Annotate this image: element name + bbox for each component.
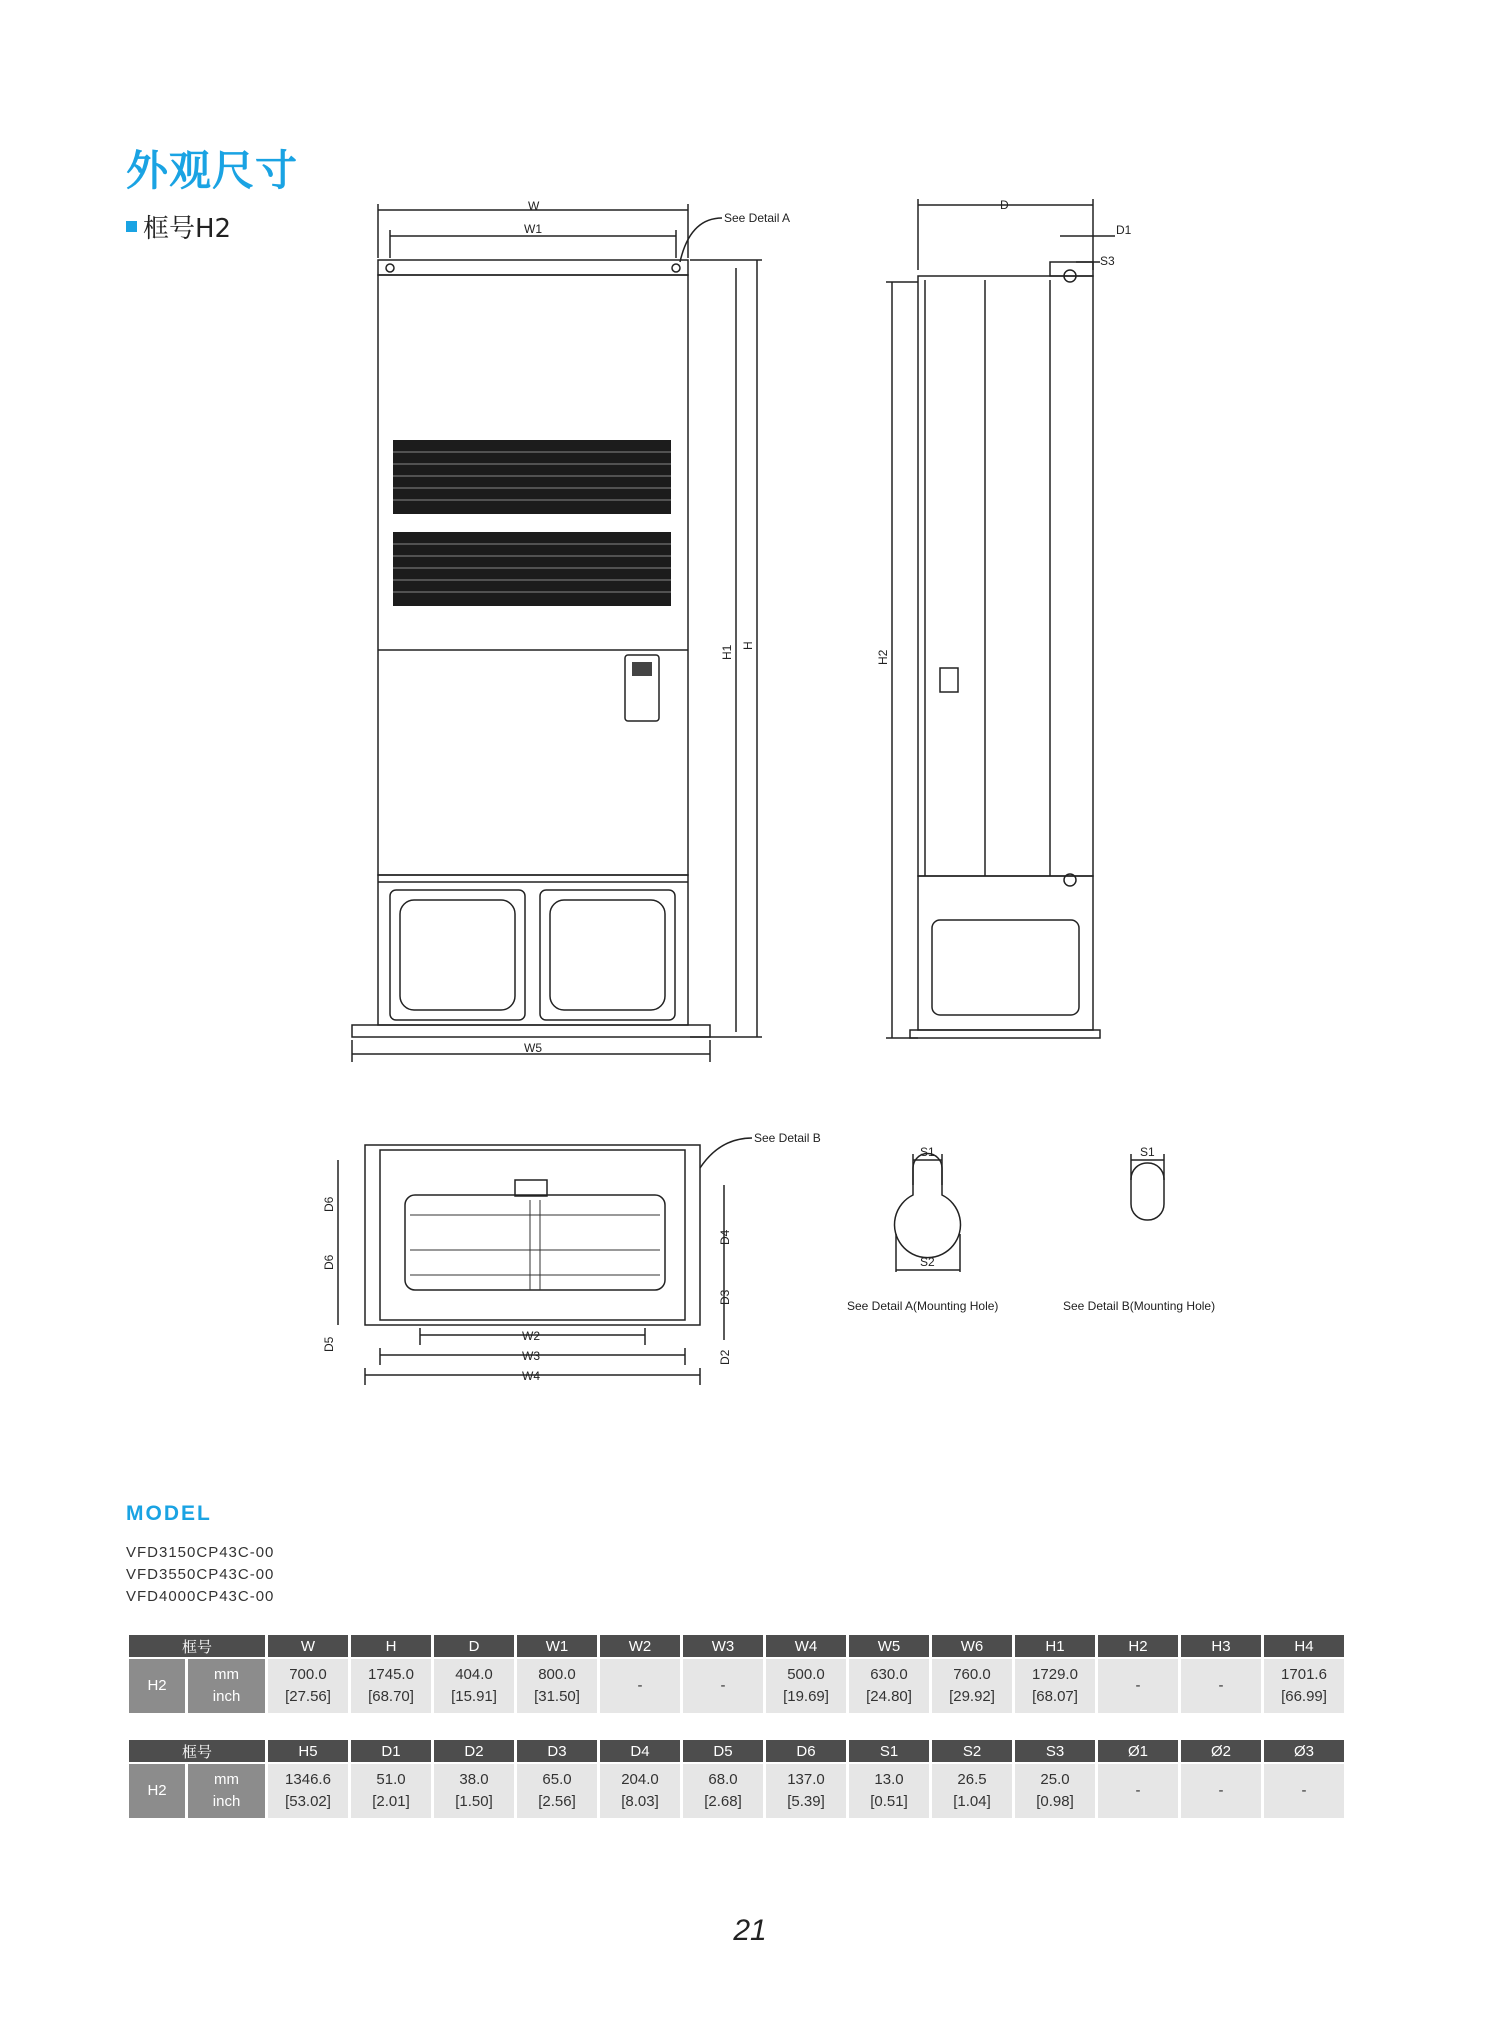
label-s1-a: S1 [920, 1145, 935, 1159]
table-corner: 框号 [129, 1635, 265, 1657]
column-header: D3 [517, 1740, 597, 1762]
column-header: D6 [766, 1740, 846, 1762]
value-cell: 1745.0 [68.70] [351, 1659, 431, 1713]
label-w3: W3 [522, 1349, 540, 1363]
detail-b [1063, 1145, 1215, 1313]
value-cell: 800.0 [31.50] [517, 1659, 597, 1713]
label-s1-b: S1 [1140, 1145, 1155, 1159]
label-w1: W1 [524, 222, 542, 236]
value-cell: - [683, 1659, 763, 1713]
value-cell: - [1181, 1659, 1261, 1713]
value-cell: - [600, 1659, 680, 1713]
column-header: S2 [932, 1740, 1012, 1762]
column-header: W5 [849, 1635, 929, 1657]
value-cell: 65.0 [2.56] [517, 1764, 597, 1818]
column-header: Ø3 [1264, 1740, 1344, 1762]
value-cell: - [1181, 1764, 1261, 1818]
column-header: H [351, 1635, 431, 1657]
model-item: VFD3150CP43C-00 [126, 1544, 275, 1561]
value-cell: - [1098, 1659, 1178, 1713]
bottom-view [322, 1131, 821, 1385]
model-item: VFD3550CP43C-00 [126, 1566, 275, 1583]
column-header: H4 [1264, 1635, 1344, 1657]
label-d1: D1 [1116, 223, 1132, 237]
column-header: D1 [351, 1740, 431, 1762]
unit-cell [188, 1659, 265, 1713]
unit-mm: mm [214, 1771, 240, 1788]
value-cell: 630.0 [24.80] [849, 1659, 929, 1713]
column-header: D2 [434, 1740, 514, 1762]
table-row [129, 1659, 1344, 1713]
column-header: H3 [1181, 1635, 1261, 1657]
label-detail-a: See Detail A [724, 211, 791, 225]
value-cell: 26.5 [1.04] [932, 1764, 1012, 1818]
page-title: 外观尺寸 [126, 146, 299, 195]
column-header: S3 [1015, 1740, 1095, 1762]
label-d5: D5 [322, 1336, 336, 1352]
value-cell: 68.0 [2.68] [683, 1764, 763, 1818]
label-s3: S3 [1100, 254, 1115, 268]
column-header: Ø1 [1098, 1740, 1178, 1762]
value-cell: 760.0 [29.92] [932, 1659, 1012, 1713]
label-d3: D3 [718, 1289, 732, 1305]
column-header: H1 [1015, 1635, 1095, 1657]
value-cell: 25.0 [0.98] [1015, 1764, 1095, 1818]
frame-cell: H2 [129, 1659, 185, 1713]
label-w5: W5 [524, 1041, 542, 1055]
column-header: W2 [600, 1635, 680, 1657]
value-cell: 51.0 [2.01] [351, 1764, 431, 1818]
column-header: S1 [849, 1740, 929, 1762]
vent-lower [393, 532, 671, 606]
value-cell: 38.0 [1.50] [434, 1764, 514, 1818]
page-number: 21 [733, 1914, 767, 1947]
label-w4: W4 [522, 1369, 540, 1383]
value-cell: 137.0 [5.39] [766, 1764, 846, 1818]
unit-inch: inch [212, 1688, 241, 1705]
frame-label-text: 框号H2 [143, 214, 232, 244]
column-header: H2 [1098, 1635, 1178, 1657]
label-detail-b: See Detail B [754, 1131, 821, 1145]
value-cell: 1701.6 [66.99] [1264, 1659, 1344, 1713]
value-cell: 700.0 [27.56] [268, 1659, 348, 1713]
value-cell: 404.0 [15.91] [434, 1659, 514, 1713]
column-header: W1 [517, 1635, 597, 1657]
label-h: H [741, 641, 755, 650]
column-header: W4 [766, 1635, 846, 1657]
column-header: D5 [683, 1740, 763, 1762]
frame-cell: H2 [129, 1764, 185, 1818]
value-cell: 1729.0 [68.07] [1015, 1659, 1095, 1713]
unit-mm: mm [214, 1666, 240, 1683]
caption-detail-a: See Detail A(Mounting Hole) [847, 1299, 999, 1313]
value-cell: 500.0 [19.69] [766, 1659, 846, 1713]
vent-upper [393, 440, 671, 514]
value-cell: 204.0 [8.03] [600, 1764, 680, 1818]
table-header-row [129, 1635, 1344, 1657]
value-cell: 1346.6 [53.02] [268, 1764, 348, 1818]
label-w2: W2 [522, 1329, 540, 1343]
label-d: D [1000, 198, 1009, 212]
column-header: D [434, 1635, 514, 1657]
column-header: H5 [268, 1740, 348, 1762]
front-view [352, 199, 790, 1062]
detail-a [847, 1145, 998, 1313]
dimension-table-2 [126, 1738, 1347, 1820]
label-h1: H1 [720, 644, 734, 660]
value-cell: 13.0 [0.51] [849, 1764, 929, 1818]
model-item: VFD4000CP43C-00 [126, 1588, 275, 1605]
value-cell: - [1264, 1764, 1344, 1818]
label-h2: H2 [876, 649, 890, 665]
side-view [876, 198, 1132, 1038]
column-header: W [268, 1635, 348, 1657]
label-d6-upper: D6 [322, 1196, 336, 1212]
label-w: W [528, 199, 540, 213]
column-header: W6 [932, 1635, 1012, 1657]
unit-cell [188, 1764, 265, 1818]
column-header: D4 [600, 1740, 680, 1762]
label-d6-lower: D6 [322, 1254, 336, 1270]
dimension-table-1 [126, 1633, 1347, 1715]
model-list [126, 1542, 274, 1608]
table-row [129, 1764, 1344, 1818]
table-corner: 框号 [129, 1740, 265, 1762]
unit-inch: inch [212, 1793, 241, 1810]
caption-detail-b: See Detail B(Mounting Hole) [1063, 1299, 1216, 1313]
label-d4: D4 [718, 1229, 732, 1245]
value-cell: - [1098, 1764, 1178, 1818]
column-header: W3 [683, 1635, 763, 1657]
label-d2: D2 [718, 1349, 732, 1365]
label-s2: S2 [920, 1255, 935, 1269]
table-header-row [129, 1740, 1344, 1762]
model-heading: MODEL [126, 1502, 212, 1525]
column-header: Ø2 [1181, 1740, 1261, 1762]
